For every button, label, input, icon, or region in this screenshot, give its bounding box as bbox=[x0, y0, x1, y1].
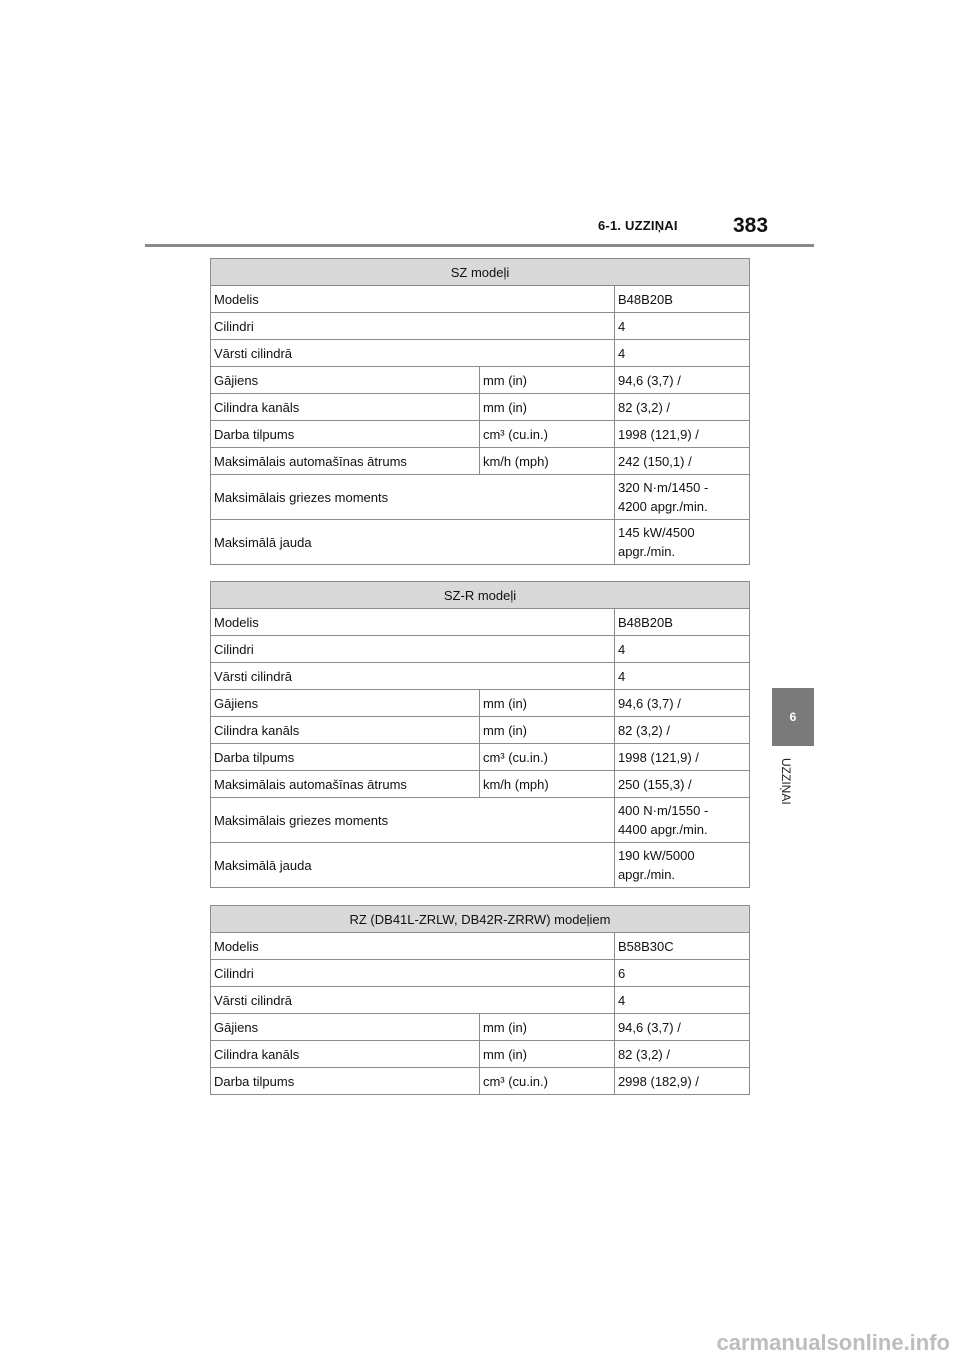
row-value: B48B20B bbox=[614, 609, 749, 636]
row-label: Maksimālā jauda bbox=[211, 520, 615, 565]
row-value: 82 (3,2) / bbox=[614, 717, 749, 744]
row-value: 82 (3,2) / bbox=[614, 1041, 749, 1068]
row-value: 94,6 (3,7) / bbox=[614, 367, 749, 394]
row-label: Darba tilpums bbox=[211, 1068, 480, 1095]
row-label: Modelis bbox=[211, 609, 615, 636]
row-label: Gājiens bbox=[211, 367, 480, 394]
row-label: Cilindri bbox=[211, 636, 615, 663]
spec-table-sz bbox=[210, 258, 750, 565]
table-row bbox=[211, 1014, 750, 1041]
row-value bbox=[614, 843, 749, 888]
table-row bbox=[211, 448, 750, 475]
table-row bbox=[211, 771, 750, 798]
row-label: Darba tilpums bbox=[211, 421, 480, 448]
value-line: 400 N·m/1550 - bbox=[617, 803, 709, 818]
value-line: 190 kW/5000 bbox=[617, 848, 695, 863]
table-row bbox=[211, 663, 750, 690]
row-unit: cm³ (cu.in.) bbox=[479, 1068, 614, 1095]
table-row bbox=[211, 798, 750, 843]
table-row bbox=[211, 690, 750, 717]
watermark-text: carmanualsonline.info bbox=[716, 1330, 950, 1355]
section-title: 6-1. UZZIŅAI bbox=[598, 218, 678, 233]
row-label: Cilindri bbox=[211, 313, 615, 340]
row-unit: mm (in) bbox=[479, 394, 614, 421]
row-label: Maksimālā jauda bbox=[211, 843, 615, 888]
row-unit: km/h (mph) bbox=[479, 771, 614, 798]
table-row bbox=[211, 394, 750, 421]
row-value bbox=[614, 798, 749, 843]
row-label: Vārsti cilindrā bbox=[211, 663, 615, 690]
table-row bbox=[211, 286, 750, 313]
chapter-number: 6 bbox=[789, 710, 797, 724]
row-value: 1998 (121,9) / bbox=[614, 744, 749, 771]
row-value: 4 bbox=[614, 987, 749, 1014]
table-row bbox=[211, 843, 750, 888]
value-line: 4400 apgr./min. bbox=[617, 822, 708, 837]
table-row bbox=[211, 609, 750, 636]
table-row bbox=[211, 744, 750, 771]
row-value: 4 bbox=[614, 636, 749, 663]
table-row bbox=[211, 960, 750, 987]
row-value bbox=[614, 520, 749, 565]
row-label: Cilindri bbox=[211, 960, 615, 987]
row-value: 4 bbox=[614, 663, 749, 690]
row-value: 94,6 (3,7) / bbox=[614, 1014, 749, 1041]
row-label: Modelis bbox=[211, 286, 615, 313]
row-label: Modelis bbox=[211, 933, 615, 960]
header-divider bbox=[145, 244, 814, 247]
table-row bbox=[211, 987, 750, 1014]
value-line: apgr./min. bbox=[617, 544, 676, 559]
table-row bbox=[211, 475, 750, 520]
row-value: 94,6 (3,7) / bbox=[614, 690, 749, 717]
row-label: Maksimālais automašīnas ātrums bbox=[211, 448, 480, 475]
table-row bbox=[211, 421, 750, 448]
value-line: 145 kW/4500 bbox=[617, 525, 695, 540]
row-unit: mm (in) bbox=[479, 1041, 614, 1068]
row-label: Maksimālais griezes moments bbox=[211, 798, 615, 843]
row-value: B58B30C bbox=[614, 933, 749, 960]
row-value: 1998 (121,9) / bbox=[614, 421, 749, 448]
row-label: Vārsti cilindrā bbox=[211, 340, 615, 367]
table-row bbox=[211, 1041, 750, 1068]
table-row bbox=[211, 520, 750, 565]
row-label: Gājiens bbox=[211, 1014, 480, 1041]
spec-table-rz bbox=[210, 905, 750, 1095]
chapter-label: UZZIŅAI bbox=[779, 758, 793, 805]
value-line: apgr./min. bbox=[617, 867, 676, 882]
row-label: Cilindra kanāls bbox=[211, 394, 480, 421]
row-value: 242 (150,1) / bbox=[614, 448, 749, 475]
table-row bbox=[211, 340, 750, 367]
row-unit: mm (in) bbox=[479, 367, 614, 394]
row-value bbox=[614, 475, 749, 520]
row-unit: mm (in) bbox=[479, 690, 614, 717]
row-value: B48B20B bbox=[614, 286, 749, 313]
spec-table-sz-r bbox=[210, 581, 750, 888]
value-line: 4200 apgr./min. bbox=[617, 499, 708, 514]
table-title: SZ modeļi bbox=[211, 259, 750, 286]
row-unit: km/h (mph) bbox=[479, 448, 614, 475]
row-value: 250 (155,3) / bbox=[614, 771, 749, 798]
row-label: Darba tilpums bbox=[211, 744, 480, 771]
page-number: 383 bbox=[733, 214, 769, 237]
row-unit: cm³ (cu.in.) bbox=[479, 421, 614, 448]
row-value: 2998 (182,9) / bbox=[614, 1068, 749, 1095]
table-row bbox=[211, 717, 750, 744]
table-row bbox=[211, 636, 750, 663]
row-value: 6 bbox=[614, 960, 749, 987]
row-label: Maksimālais griezes moments bbox=[211, 475, 615, 520]
row-label: Vārsti cilindrā bbox=[211, 987, 615, 1014]
table-row bbox=[211, 313, 750, 340]
row-label: Gājiens bbox=[211, 690, 480, 717]
table-row bbox=[211, 367, 750, 394]
row-label: Maksimālais automašīnas ātrums bbox=[211, 771, 480, 798]
row-label: Cilindra kanāls bbox=[211, 1041, 480, 1068]
row-label: Cilindra kanāls bbox=[211, 717, 480, 744]
value-line: 320 N·m/1450 - bbox=[617, 480, 709, 495]
row-value: 4 bbox=[614, 340, 749, 367]
table-title: RZ (DB41L-ZRLW, DB42R-ZRRW) modeļiem bbox=[211, 906, 750, 933]
table-row bbox=[211, 933, 750, 960]
row-unit: mm (in) bbox=[479, 1014, 614, 1041]
table-row bbox=[211, 1068, 750, 1095]
row-value: 4 bbox=[614, 313, 749, 340]
row-value: 82 (3,2) / bbox=[614, 394, 749, 421]
chapter-tab[interactable] bbox=[772, 688, 814, 746]
row-unit: cm³ (cu.in.) bbox=[479, 744, 614, 771]
row-unit: mm (in) bbox=[479, 717, 614, 744]
table-title: SZ-R modeļi bbox=[211, 582, 750, 609]
